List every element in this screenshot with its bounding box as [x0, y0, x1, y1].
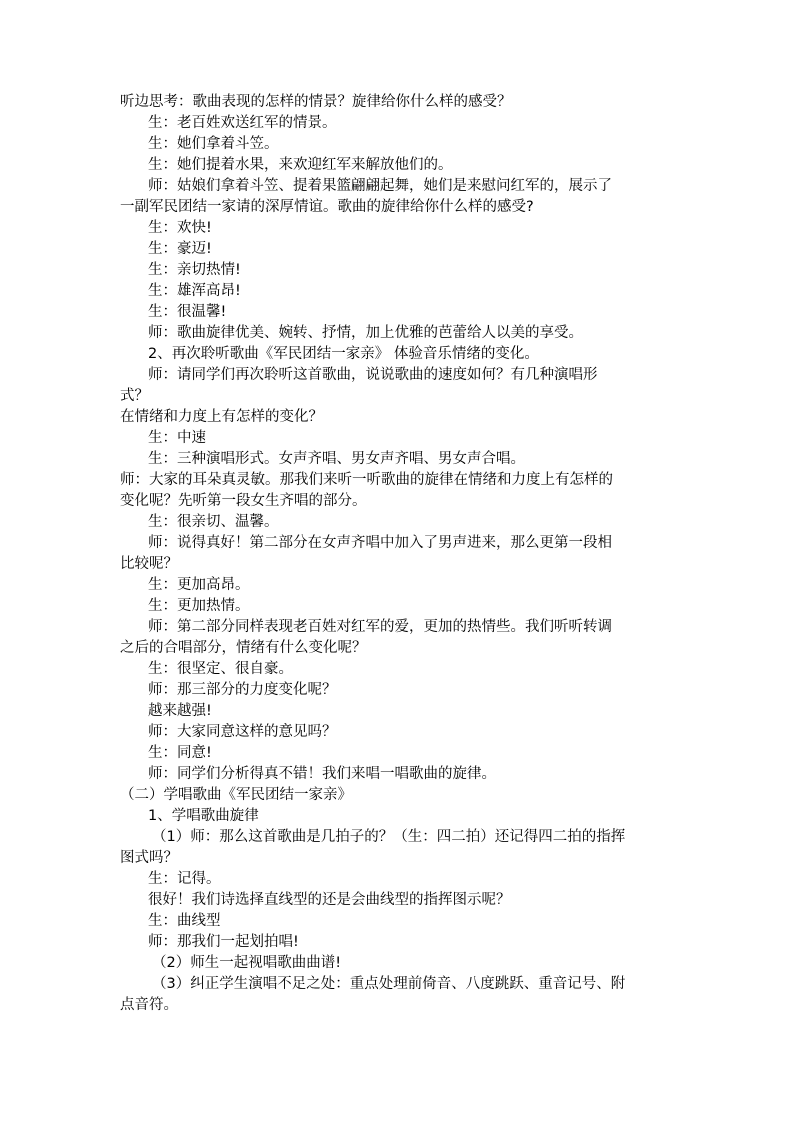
text-line: 很好！我们诗选择直线型的还是会曲线型的指挥图示呢？	[148, 892, 511, 908]
text-line: （二）学唱歌曲《军民团结一家亲》	[120, 787, 352, 803]
text-line: 越来越强!	[148, 703, 212, 719]
text-line: 图式吗？	[120, 850, 178, 866]
text-line: 生：她们拿着斗笠。	[148, 136, 279, 152]
text-line: 生：豪迈!	[148, 241, 212, 257]
text-line: （1）师：那么这首歌曲是几拍子的？（生：四二拍）还记得四二拍的指挥	[152, 829, 626, 845]
text-line: 生：很亲切、温馨。	[148, 514, 279, 530]
text-line: 生：记得。	[148, 871, 221, 887]
text-line: 师：那三部分的力度变化呢？	[148, 682, 337, 698]
text-line: 师：歌曲旋律优美、婉转、抒情，加上优雅的芭蕾给人以美的享受。	[148, 325, 583, 341]
document-body	[120, 92, 680, 1016]
text-line: 之后的合唱部分，情绪有什么变化呢？	[120, 640, 367, 656]
text-line: 在情绪和力度上有怎样的变化？	[120, 409, 323, 425]
text-line: 一副军民团结一家请的深厚情谊。歌曲的旋律给你什么样的感受?	[120, 199, 534, 215]
text-line: 生：很坚定、很自豪。	[148, 661, 293, 677]
text-line: 生：她们提着水果，来欢迎红军来解放他们的。	[148, 157, 453, 173]
text-line: 生：中速	[148, 430, 206, 446]
text-line: 生：欢快!	[148, 220, 212, 236]
text-line: 生：很温馨!	[148, 304, 227, 320]
text-line: 师：大家同意这样的意见吗？	[148, 724, 337, 740]
text-line: 生：雄浑高昂!	[148, 283, 241, 299]
text-line: 式？	[120, 388, 149, 404]
text-line: 生：同意!	[148, 745, 212, 761]
text-line: 师：请同学们再次聆听这首歌曲，说说歌曲的速度如何？有几种演唱形	[148, 367, 598, 383]
text-line: 生：更加高昂。	[148, 577, 250, 593]
text-line: 师：同学们分析得真不错！我们来唱一唱歌曲的旋律。	[148, 766, 496, 782]
text-line: 师：第二部分同样表现老百姓对红军的爱，更加的热情些。我们听听转调	[148, 619, 612, 635]
text-line: 生：更加热情。	[148, 598, 250, 614]
text-line: 2、再次聆听歌曲《军民团结一家亲》 体验音乐情绪的变化。	[148, 346, 539, 362]
text-line: 师：那我们一起划拍唱!	[148, 934, 299, 950]
text-line: 1、学唱歌曲旋律	[148, 808, 259, 824]
text-line: 生：三种演唱形式。女声齐唱、男女声齐唱、男女声合唱。	[148, 451, 525, 467]
text-line: 师：说得真好！第二部分在女声齐唱中加入了男声进来，那么更第一段相	[148, 535, 612, 551]
text-line: 生：曲线型	[148, 913, 221, 929]
text-line: 生：亲切热情!	[148, 262, 241, 278]
text-line: 听边思考：歌曲表现的怎样的情景？旋律给你什么样的感受？	[120, 94, 512, 110]
text-line: 点音符。	[120, 997, 178, 1013]
text-line: 生：老百姓欢送红军的情景。	[148, 115, 337, 131]
text-line: 比较呢？	[120, 556, 178, 572]
text-line: 师：姑娘们拿着斗笠、提着果篮翩翩起舞，她们是来慰问红军的，展示了	[148, 178, 612, 194]
text-line: 师：大家的耳朵真灵敏。那我们来听一听歌曲的旋律在情绪和力度上有怎样的	[120, 472, 613, 488]
text-line: （2）师生一起视唱歌曲曲谱!	[152, 955, 342, 971]
text-line: 变化呢？先听第一段女生齐唱的部分。	[120, 493, 367, 509]
text-line: （3）纠正学生演唱不足之处：重点处理前倚音、八度跳跃、重音记号、附	[152, 976, 626, 992]
